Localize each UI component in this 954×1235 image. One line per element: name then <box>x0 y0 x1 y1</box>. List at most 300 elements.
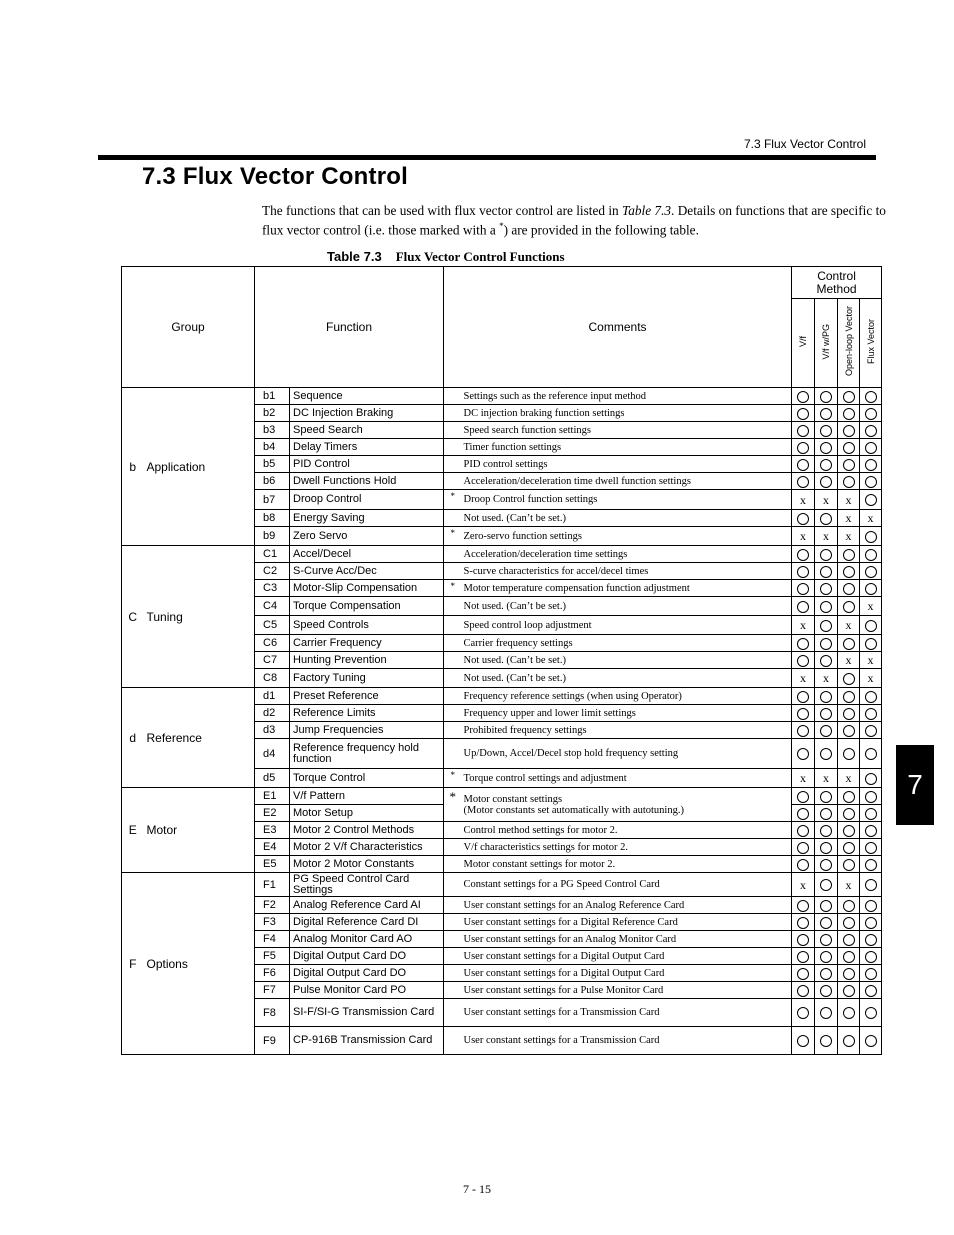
supported-circle-icon <box>843 708 855 720</box>
supported-circle-icon <box>843 408 855 420</box>
star-marker <box>444 563 462 580</box>
method-support-cell <box>815 914 838 931</box>
star-marker <box>444 739 462 769</box>
group-letter: b <box>122 388 144 546</box>
supported-circle-icon <box>865 442 877 454</box>
method-support-cell <box>792 769 815 788</box>
star-marker <box>444 473 462 490</box>
star-marker <box>444 1027 462 1055</box>
function-name: Hunting Prevention <box>290 652 444 669</box>
supported-circle-icon <box>797 917 809 929</box>
method-label: Flux Vector <box>865 318 876 365</box>
supported-circle-icon <box>843 566 855 578</box>
method-support-cell <box>815 669 838 688</box>
supported-circle-icon <box>820 620 832 632</box>
supported-circle-icon <box>865 691 877 703</box>
supported-circle-icon <box>865 773 877 785</box>
method-support-cell <box>792 982 815 999</box>
supported-circle-icon <box>843 583 855 595</box>
method-support-cell <box>792 635 815 652</box>
supported-circle-icon <box>865 968 877 980</box>
method-support-cell <box>815 999 838 1027</box>
header-function: Function <box>255 267 444 388</box>
supported-circle-icon <box>843 859 855 871</box>
method-support-cell <box>838 527 860 546</box>
comment: User constant settings for a Transmission Card <box>462 1027 792 1055</box>
method-support-cell <box>838 897 860 914</box>
supported-circle-icon <box>820 513 832 525</box>
group-letter: F <box>122 873 144 1055</box>
star-marker <box>444 914 462 931</box>
supported-circle-icon <box>865 825 877 837</box>
method-label: V/f w/PG <box>821 323 832 360</box>
function-name: Analog Monitor Card AO <box>290 931 444 948</box>
supported-circle-icon <box>797 408 809 420</box>
method-support-cell <box>792 652 815 669</box>
comment: User constant settings for a Digital Output Card <box>462 965 792 982</box>
supported-circle-icon <box>820 583 832 595</box>
method-support-cell <box>815 616 838 635</box>
comment: Motor temperature compensation function adjustment <box>462 580 792 597</box>
header-control-method-label: Control Method <box>816 268 857 296</box>
function-code: b5 <box>255 456 290 473</box>
table-row <box>122 388 882 405</box>
comment: Not used. (Can’t be set.) <box>462 510 792 527</box>
method-support-cell <box>838 965 860 982</box>
supported-circle-icon <box>797 825 809 837</box>
method-support-cell <box>792 805 815 822</box>
supported-circle-icon <box>843 549 855 561</box>
supported-circle-icon <box>865 549 877 561</box>
supported-circle-icon <box>843 391 855 403</box>
supported-circle-icon <box>797 808 809 820</box>
method-support-cell <box>838 788 860 805</box>
function-code: C6 <box>255 635 290 652</box>
supported-circle-icon <box>797 638 809 650</box>
method-support-cell <box>860 722 882 739</box>
method-support-cell <box>860 563 882 580</box>
method-support-cell <box>792 563 815 580</box>
star-marker <box>444 635 462 652</box>
table-body <box>122 388 882 1055</box>
star-marker <box>444 948 462 965</box>
method-label: Open-loop Vector <box>843 306 854 377</box>
comment: Zero-servo function settings <box>462 527 792 546</box>
method-support-cell <box>860 439 882 456</box>
function-name: Dwell Functions Hold <box>290 473 444 490</box>
method-support-cell <box>792 473 815 490</box>
supported-circle-icon <box>843 638 855 650</box>
method-support-cell <box>792 1027 815 1055</box>
table-row <box>122 788 882 805</box>
method-support-cell <box>860 688 882 705</box>
function-code: b2 <box>255 405 290 422</box>
function-code: b8 <box>255 510 290 527</box>
group-name: Application <box>144 388 255 546</box>
supported-circle-icon <box>820 900 832 912</box>
comment: Not used. (Can’t be set.) <box>462 597 792 616</box>
supported-circle-icon <box>820 691 832 703</box>
method-support-cell <box>838 473 860 490</box>
method-support-cell <box>815 739 838 769</box>
supported-circle-icon <box>820 934 832 946</box>
star-marker: * <box>499 220 504 231</box>
function-code: E5 <box>255 856 290 873</box>
method-support-cell <box>860 873 882 897</box>
star-marker <box>444 616 462 635</box>
method-support-cell <box>792 705 815 722</box>
supported-circle-icon <box>820 842 832 854</box>
supported-circle-icon <box>797 425 809 437</box>
not-supported-x-mark: x <box>867 510 874 525</box>
function-name: Digital Output Card DO <box>290 965 444 982</box>
comment: User constant settings for an Analog Monitor Card <box>462 931 792 948</box>
group-name: Tuning <box>144 546 255 688</box>
function-name: Motor 2 Motor Constants <box>290 856 444 873</box>
supported-circle-icon <box>797 476 809 488</box>
supported-circle-icon <box>797 968 809 980</box>
supported-circle-icon <box>865 985 877 997</box>
supported-circle-icon <box>797 442 809 454</box>
star-marker <box>444 839 462 856</box>
method-support-cell <box>860 805 882 822</box>
method-support-cell <box>860 597 882 616</box>
supported-circle-icon <box>865 842 877 854</box>
star-marker <box>444 439 462 456</box>
supported-circle-icon <box>820 408 832 420</box>
method-support-cell <box>860 546 882 563</box>
method-support-cell <box>838 635 860 652</box>
comment: Up/Down, Accel/Decel stop hold frequency setting <box>462 739 792 769</box>
comment: Acceleration/deceleration time settings <box>462 546 792 563</box>
method-support-cell <box>815 422 838 439</box>
flux-vector-functions-table <box>121 266 882 1055</box>
method-support-cell <box>792 669 815 688</box>
comment-line: Motor constant settings <box>463 793 563 805</box>
not-supported-x-mark: x <box>800 528 807 543</box>
comment: PID control settings <box>462 456 792 473</box>
function-code: d5 <box>255 769 290 788</box>
function-name: S-Curve Acc/Dec <box>290 563 444 580</box>
supported-circle-icon <box>820 859 832 871</box>
method-support-cell <box>838 456 860 473</box>
supported-circle-icon <box>865 1035 877 1047</box>
supported-circle-icon <box>820 951 832 963</box>
supported-circle-icon <box>843 985 855 997</box>
supported-circle-icon <box>820 825 832 837</box>
function-code: E3 <box>255 822 290 839</box>
not-supported-x-mark: x <box>800 877 807 892</box>
function-code: F3 <box>255 914 290 931</box>
function-code: F2 <box>255 897 290 914</box>
supported-circle-icon <box>865 476 877 488</box>
supported-circle-icon <box>865 583 877 595</box>
function-name: Pulse Monitor Card PO <box>290 982 444 999</box>
supported-circle-icon <box>797 708 809 720</box>
method-support-cell <box>860 422 882 439</box>
function-name: Sequence <box>290 388 444 405</box>
function-code: F5 <box>255 948 290 965</box>
method-support-cell <box>792 490 815 510</box>
supported-circle-icon <box>843 934 855 946</box>
method-support-cell <box>838 948 860 965</box>
function-code: F9 <box>255 1027 290 1055</box>
function-code: C1 <box>255 546 290 563</box>
function-code: d2 <box>255 705 290 722</box>
method-support-cell <box>860 405 882 422</box>
comment: V/f characteristics settings for motor 2. <box>462 839 792 856</box>
not-supported-x-mark: x <box>800 617 807 632</box>
method-support-cell <box>860 652 882 669</box>
method-support-cell <box>838 822 860 839</box>
supported-circle-icon <box>865 391 877 403</box>
star-marker <box>444 456 462 473</box>
not-supported-x-mark: x <box>845 492 852 507</box>
group-name: Motor <box>144 788 255 873</box>
function-code: C4 <box>255 597 290 616</box>
star-marker <box>444 965 462 982</box>
method-support-cell <box>860 965 882 982</box>
supported-circle-icon <box>820 985 832 997</box>
method-support-cell <box>838 616 860 635</box>
supported-circle-icon <box>797 725 809 737</box>
supported-circle-icon <box>820 566 832 578</box>
supported-circle-icon <box>797 985 809 997</box>
comment: S-curve characteristics for accel/decel times <box>462 563 792 580</box>
method-support-cell <box>860 948 882 965</box>
method-support-cell <box>860 527 882 546</box>
function-code: d4 <box>255 739 290 769</box>
not-supported-x-mark: x <box>867 670 874 685</box>
method-support-cell <box>860 616 882 635</box>
method-support-cell <box>860 897 882 914</box>
method-support-cell <box>860 510 882 527</box>
comment: Timer function settings <box>462 439 792 456</box>
method-support-cell <box>860 580 882 597</box>
method-support-cell <box>838 1027 860 1055</box>
method-support-cell <box>860 739 882 769</box>
function-name: Speed Search <box>290 422 444 439</box>
table-row <box>122 546 882 563</box>
method-support-cell <box>838 405 860 422</box>
supported-circle-icon <box>820 791 832 803</box>
function-name: PG Speed Control Card Settings <box>290 873 444 897</box>
comment: User constant settings for a Digital Reference Card <box>462 914 792 931</box>
supported-circle-icon <box>820 549 832 561</box>
supported-circle-icon <box>820 1007 832 1019</box>
function-name: Motor 2 V/f Characteristics <box>290 839 444 856</box>
star-marker <box>444 388 462 405</box>
function-code: b7 <box>255 490 290 510</box>
group-letter: E <box>122 788 144 873</box>
method-support-cell <box>815 931 838 948</box>
supported-circle-icon <box>797 791 809 803</box>
supported-circle-icon <box>820 808 832 820</box>
comment: Control method settings for motor 2. <box>462 822 792 839</box>
method-support-cell <box>838 769 860 788</box>
method-support-cell <box>838 839 860 856</box>
comment: DC injection braking function settings <box>462 405 792 422</box>
comment: Carrier frequency settings <box>462 635 792 652</box>
method-support-cell <box>838 597 860 616</box>
method-support-cell <box>815 788 838 805</box>
method-support-cell <box>792 388 815 405</box>
comment: Settings such as the reference input method <box>462 388 792 405</box>
function-name: DC Injection Braking <box>290 405 444 422</box>
chapter-tab[interactable]: 7 <box>896 745 934 825</box>
method-support-cell <box>860 473 882 490</box>
method-support-cell <box>860 388 882 405</box>
supported-circle-icon <box>797 513 809 525</box>
function-name: Torque Compensation <box>290 597 444 616</box>
supported-circle-icon <box>797 842 809 854</box>
method-support-cell <box>792 422 815 439</box>
table-row <box>122 688 882 705</box>
supported-circle-icon <box>843 968 855 980</box>
function-name: Zero Servo <box>290 527 444 546</box>
function-code: F6 <box>255 965 290 982</box>
supported-circle-icon <box>820 1035 832 1047</box>
method-support-cell <box>815 635 838 652</box>
table-row <box>122 873 882 897</box>
group-name: Reference <box>144 688 255 788</box>
supported-circle-icon <box>865 951 877 963</box>
method-support-cell <box>838 388 860 405</box>
method-support-cell <box>792 456 815 473</box>
supported-circle-icon <box>865 859 877 871</box>
function-name: Motor-Slip Compensation <box>290 580 444 597</box>
method-support-cell <box>815 439 838 456</box>
supported-circle-icon <box>843 725 855 737</box>
method-support-cell <box>815 965 838 982</box>
function-name: Analog Reference Card AI <box>290 897 444 914</box>
method-support-cell <box>838 580 860 597</box>
star-marker <box>444 982 462 999</box>
not-supported-x-mark: x <box>845 617 852 632</box>
not-supported-x-mark: x <box>823 528 830 543</box>
method-support-cell <box>792 688 815 705</box>
not-supported-x-mark: x <box>800 492 807 507</box>
method-support-cell <box>838 652 860 669</box>
function-code: C3 <box>255 580 290 597</box>
method-support-cell <box>792 616 815 635</box>
supported-circle-icon <box>820 917 832 929</box>
supported-circle-icon <box>797 1007 809 1019</box>
function-name: Motor 2 Control Methods <box>290 822 444 839</box>
comment: Speed search function settings <box>462 422 792 439</box>
supported-circle-icon <box>843 476 855 488</box>
method-support-cell <box>838 739 860 769</box>
function-code: d3 <box>255 722 290 739</box>
supported-circle-icon <box>865 425 877 437</box>
function-code: b3 <box>255 422 290 439</box>
supported-circle-icon <box>797 601 809 613</box>
method-support-cell <box>838 705 860 722</box>
supported-circle-icon <box>865 725 877 737</box>
star-marker <box>444 856 462 873</box>
supported-circle-icon <box>820 476 832 488</box>
method-support-cell <box>838 563 860 580</box>
star-marker <box>444 688 462 705</box>
supported-circle-icon <box>865 638 877 650</box>
comment: Motor constant settings for motor 2. <box>462 856 792 873</box>
function-name: Factory Tuning <box>290 669 444 688</box>
method-support-cell <box>792 965 815 982</box>
supported-circle-icon <box>843 425 855 437</box>
not-supported-x-mark: x <box>823 770 830 785</box>
supported-circle-icon <box>843 917 855 929</box>
star-marker <box>444 873 462 897</box>
star-marker <box>444 597 462 616</box>
method-support-cell <box>860 635 882 652</box>
method-support-cell <box>815 405 838 422</box>
intro-paragraph <box>262 204 886 237</box>
method-support-cell <box>860 669 882 688</box>
method-support-cell <box>838 688 860 705</box>
method-support-cell <box>860 490 882 510</box>
comment: Frequency upper and lower limit settings <box>462 705 792 722</box>
method-support-cell <box>860 788 882 805</box>
method-support-cell <box>792 931 815 948</box>
function-name: V/f Pattern <box>290 788 444 805</box>
table-number: Table 7.3 <box>327 249 382 264</box>
supported-circle-icon <box>820 638 832 650</box>
supported-circle-icon <box>865 494 877 506</box>
method-support-cell <box>792 914 815 931</box>
function-name: Jump Frequencies <box>290 722 444 739</box>
function-name: Torque Control <box>290 769 444 788</box>
function-code: C7 <box>255 652 290 669</box>
comment: Torque control settings and adjustment <box>462 769 792 788</box>
method-support-cell <box>792 405 815 422</box>
table-title: Flux Vector Control Functions <box>395 249 565 264</box>
supported-circle-icon <box>865 934 877 946</box>
supported-circle-icon <box>820 655 832 667</box>
supported-circle-icon <box>865 900 877 912</box>
supported-circle-icon <box>865 708 877 720</box>
supported-circle-icon <box>797 655 809 667</box>
star-marker: * <box>444 580 462 597</box>
star-marker <box>444 999 462 1027</box>
supported-circle-icon <box>843 459 855 471</box>
method-support-cell <box>815 769 838 788</box>
method-support-cell <box>815 805 838 822</box>
method-support-cell <box>792 722 815 739</box>
method-support-cell <box>815 982 838 999</box>
method-support-cell <box>815 388 838 405</box>
function-name: Digital Reference Card DI <box>290 914 444 931</box>
function-code: C2 <box>255 563 290 580</box>
supported-circle-icon <box>843 808 855 820</box>
method-support-cell <box>860 769 882 788</box>
supported-circle-icon <box>843 601 855 613</box>
group-letter: C <box>122 546 144 688</box>
group-name: Options <box>144 873 255 1055</box>
group-letter: d <box>122 688 144 788</box>
not-supported-x-mark: x <box>800 770 807 785</box>
supported-circle-icon <box>865 408 877 420</box>
function-name: Motor Setup <box>290 805 444 822</box>
method-support-cell <box>792 999 815 1027</box>
method-support-cell <box>838 422 860 439</box>
supported-circle-icon <box>797 583 809 595</box>
function-name: Reference Limits <box>290 705 444 722</box>
section-title: 7.3 Flux Vector Control <box>142 163 408 190</box>
supported-circle-icon <box>797 859 809 871</box>
function-code: E2 <box>255 805 290 822</box>
comment: User constant settings for a Digital Output Card <box>462 948 792 965</box>
method-support-cell <box>792 580 815 597</box>
